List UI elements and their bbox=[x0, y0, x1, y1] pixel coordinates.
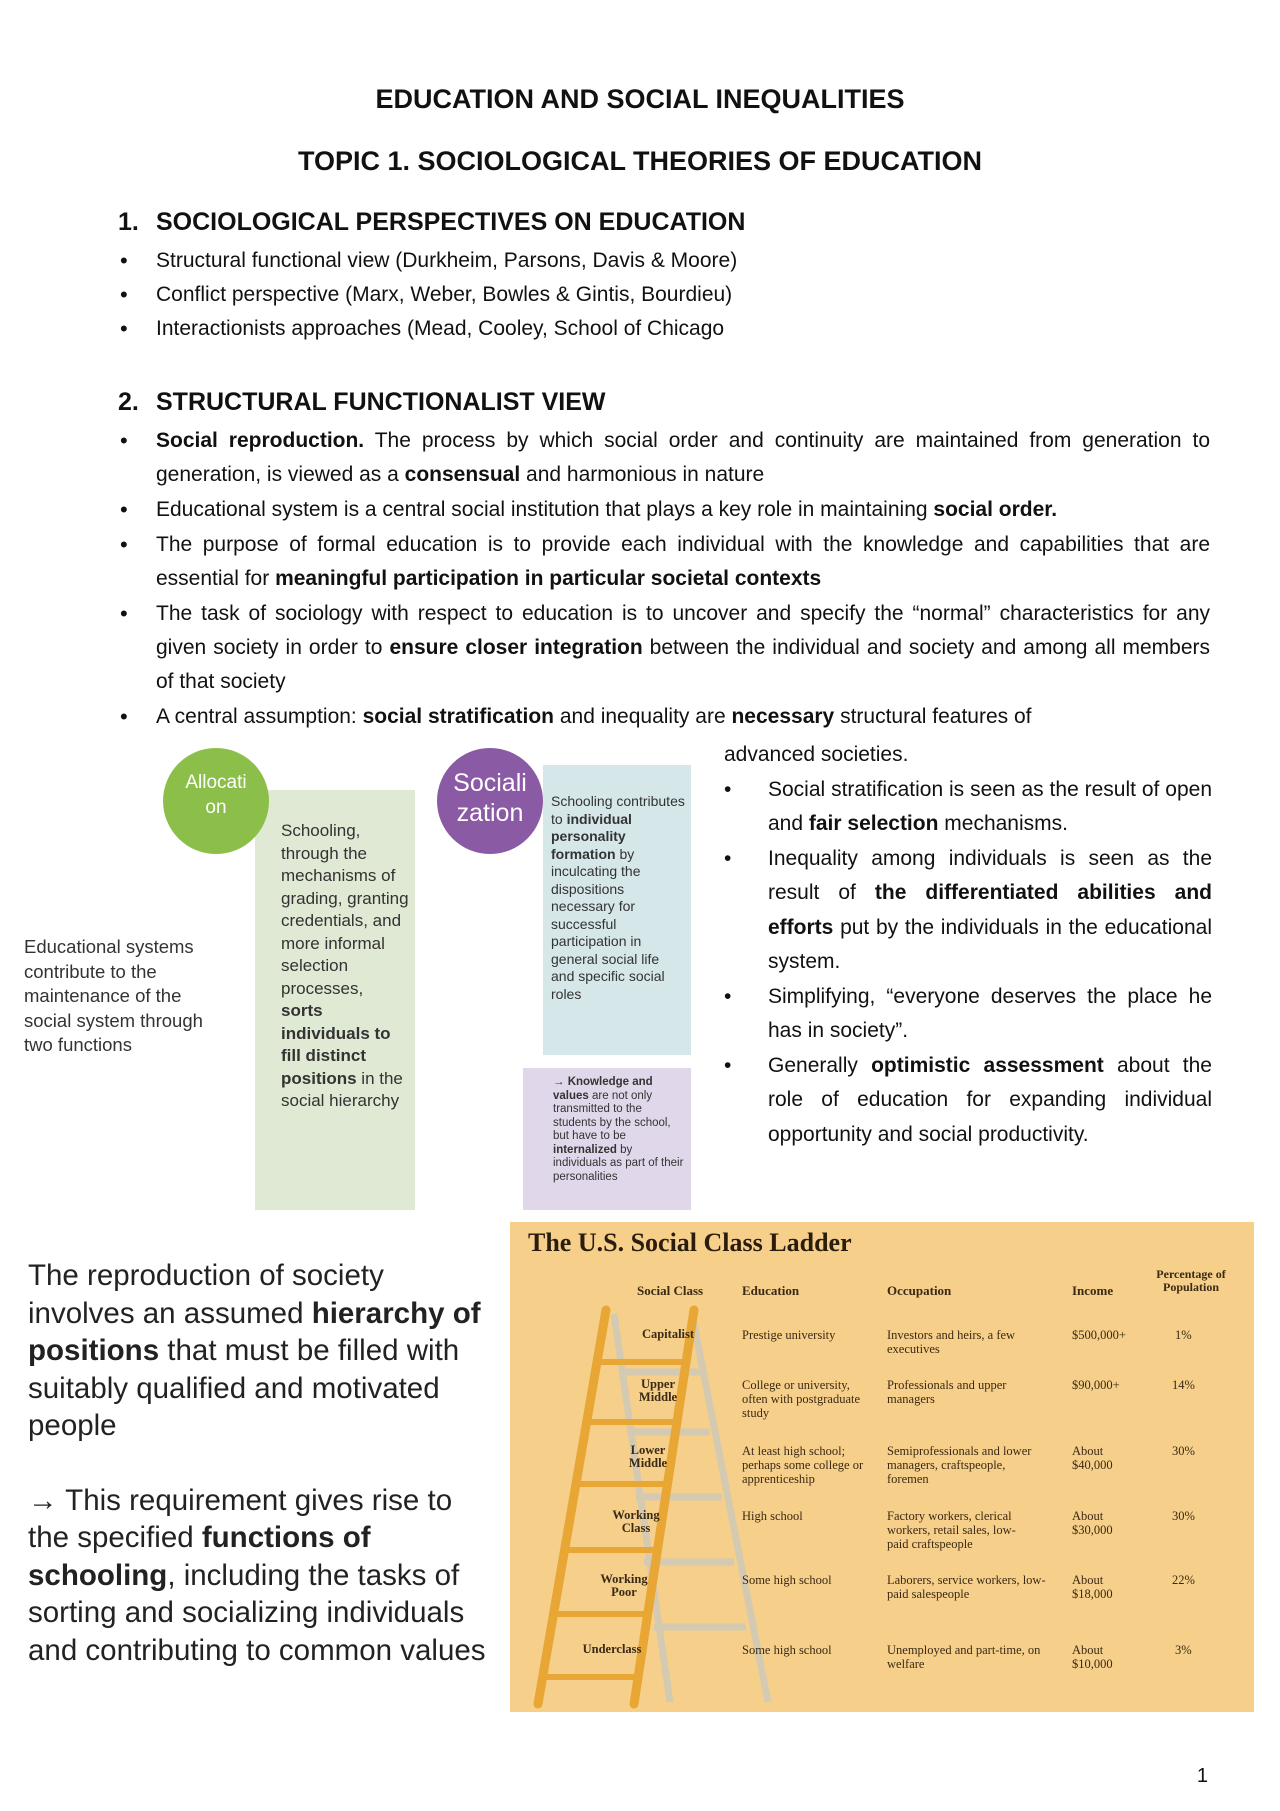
socialization-text bbox=[543, 765, 691, 1003]
table-cell-occupation: Semiprofessionals and lower managers, craftspeople, foremen bbox=[887, 1444, 1032, 1486]
table-cell-occupation: Professionals and upper managers bbox=[887, 1378, 1007, 1406]
page-number: 1 bbox=[1196, 1765, 1208, 1787]
bold-text: consensual bbox=[404, 463, 521, 486]
table-cell-education: At least high school; perhaps some college or apprenticeship bbox=[742, 1444, 864, 1486]
topic-title: TOPIC 1. SOCIOLOGICAL THEORIES OF EDUCATION bbox=[297, 146, 983, 176]
column-header: Occupation bbox=[887, 1283, 952, 1298]
list-item: • Interactionists approaches (Mead, Cooley, School of Chicago bbox=[120, 312, 1210, 346]
text: about the role of education for expanding individual opportunity and social productivity. bbox=[768, 1053, 1212, 1146]
section-2-heading-text: STRUCTURAL FUNCTIONALIST VIEW bbox=[156, 388, 606, 416]
allocation-circle bbox=[163, 748, 269, 854]
socialization-panel bbox=[543, 765, 691, 1055]
text: mechanisms. bbox=[938, 812, 1068, 835]
right-column-text bbox=[724, 738, 1212, 1152]
socialization-label-1: Sociali bbox=[453, 769, 527, 797]
allocation-label-2: on bbox=[205, 797, 227, 818]
text: by inculcating the dispositions necessary for successful participation in general social life and specific social roles bbox=[551, 845, 665, 1002]
text: and harmonious in nature bbox=[520, 463, 765, 486]
bold-text: internalized bbox=[553, 1143, 617, 1156]
document-title: EDUCATION AND SOCIAL INEQUALITIES bbox=[375, 84, 905, 114]
table-cell-occupation: Unemployed and part-time, on welfare bbox=[887, 1643, 1041, 1671]
list-item bbox=[120, 528, 1210, 596]
table-cell-class: Lower Middle bbox=[628, 1443, 668, 1470]
section-1-heading-text: SOCIOLOGICAL PERSPECTIVES ON EDUCATION bbox=[156, 208, 746, 236]
internalization-text bbox=[523, 1068, 691, 1184]
socialization-label-2: zation bbox=[456, 799, 524, 827]
text: in the social hierarchy bbox=[281, 1068, 403, 1110]
column-header: Education bbox=[742, 1283, 800, 1298]
table-cell-percentage: 14% bbox=[1172, 1378, 1195, 1392]
text: A central assumption: bbox=[156, 705, 363, 728]
section-1-list bbox=[120, 244, 1210, 346]
text: Inequality among individuals is seen as the result of bbox=[768, 846, 1212, 904]
column-header: Percentage of Population bbox=[1156, 1267, 1226, 1294]
bold-text: necessary bbox=[731, 705, 835, 728]
text: The task of sociology with respect to education is to uncover and specify the “normal” characteristics for any given society in order to bbox=[156, 602, 1210, 659]
list-item bbox=[120, 597, 1210, 699]
list-item bbox=[724, 773, 1212, 842]
table-cell-income: $500,000+ bbox=[1072, 1328, 1126, 1342]
column-header: Income bbox=[1072, 1283, 1114, 1298]
text: between the individual and society and among all members of that society bbox=[156, 636, 1211, 693]
list-item: • Conflict perspective (Marx, Weber, Bowles & Gintis, Bourdieu) bbox=[120, 278, 1210, 312]
bold-text: Social reproduction. bbox=[156, 429, 365, 452]
bold-text: Knowledge and values bbox=[553, 1076, 653, 1102]
table-cell-income: About $40,000 bbox=[1072, 1444, 1113, 1472]
section-1-heading bbox=[118, 208, 745, 237]
table-cell-education: High school bbox=[742, 1509, 803, 1523]
bold-text: hierarchy of positions bbox=[28, 1296, 481, 1367]
table-cell-class: Working Class bbox=[612, 1508, 660, 1535]
table-cell-income: $90,000+ bbox=[1072, 1378, 1120, 1392]
bold-text: social stratification bbox=[362, 705, 554, 728]
text: This requirement gives rise to the specified bbox=[28, 1483, 453, 1554]
table-cell-income: About $10,000 bbox=[1072, 1643, 1113, 1671]
text: The process by which social order and continuity are maintained from generation to generation, is viewed as a bbox=[156, 429, 1211, 486]
table-cell-percentage: 30% bbox=[1172, 1444, 1195, 1458]
text: Schooling contributes to bbox=[551, 793, 685, 827]
table-cell-income: About $18,000 bbox=[1072, 1573, 1113, 1601]
text: put by the individuals in the educational system. bbox=[768, 915, 1212, 973]
bold-text: functions of schooling bbox=[28, 1521, 371, 1592]
arrow-icon: → bbox=[28, 1483, 66, 1517]
list-item bbox=[724, 842, 1212, 980]
allocation-label-1: Allocati bbox=[185, 772, 247, 793]
list-item bbox=[120, 424, 1210, 492]
table-cell-percentage: 30% bbox=[1172, 1509, 1195, 1523]
section-2-number: 2. bbox=[118, 388, 139, 416]
table-cell-education: College or university, often with postgraduate study bbox=[742, 1378, 861, 1420]
table-cell-income: About $30,000 bbox=[1072, 1509, 1113, 1537]
bold-text: individual personality formation bbox=[551, 810, 632, 862]
bold-text: the differentiated abilities and efforts bbox=[768, 881, 1212, 939]
section-2-heading bbox=[118, 388, 606, 417]
bold-text: fair selection bbox=[808, 812, 939, 835]
text: The purpose of formal education is to provide each individual with the knowledge and capabilities that are essential for bbox=[156, 533, 1210, 590]
table-cell-class: Capitalist bbox=[641, 1327, 695, 1341]
text: by individuals as part of their personalities bbox=[553, 1143, 684, 1183]
bold-text: optimistic assessment bbox=[871, 1053, 1104, 1077]
text: that must be filled with suitably qualified and motivated people bbox=[28, 1334, 460, 1442]
table-cell-occupation: Investors and heirs, a few executives bbox=[887, 1328, 1016, 1356]
text: Generally bbox=[768, 1053, 872, 1077]
allocation-panel bbox=[255, 790, 415, 1210]
arrow-icon: → bbox=[553, 1076, 568, 1088]
list-item bbox=[120, 493, 1210, 527]
internalization-panel bbox=[523, 1068, 691, 1210]
paragraph bbox=[28, 1257, 498, 1445]
text: Educational system is a central social institution that plays a key role in maintaining bbox=[156, 498, 934, 521]
table-cell-class: Upper Middle bbox=[638, 1377, 678, 1404]
text: and inequality are bbox=[554, 705, 732, 728]
section-1-number: 1. bbox=[118, 208, 139, 236]
text: Schooling, through the mechanisms of grading, granting credentials, and more informal selection processes, bbox=[281, 821, 409, 998]
table-cell-class: Working Poor bbox=[600, 1572, 648, 1599]
text: structural features of bbox=[834, 705, 1032, 728]
text: , including the tasks of sorting and socializing individuals and contributing to common values bbox=[28, 1558, 486, 1667]
socialization-circle bbox=[437, 748, 543, 854]
table-cell-percentage: 22% bbox=[1172, 1573, 1195, 1587]
section-2-list bbox=[120, 424, 1210, 735]
bold-text: meaningful participation in particular societal contexts bbox=[275, 567, 822, 590]
text: The reproduction of society involves an assumed bbox=[28, 1259, 384, 1330]
list-item: • Structural functional view (Durkheim, Parsons, Davis & Moore) bbox=[120, 244, 1210, 278]
text: Social stratification is seen as the result of open and bbox=[768, 777, 1212, 835]
figure-side-text: Educational systems contribute to the maintenance of the social system through two functions bbox=[24, 936, 203, 1055]
column-header: Social Class bbox=[637, 1283, 704, 1298]
paragraph bbox=[28, 1482, 498, 1670]
table-cell-percentage: 3% bbox=[1175, 1643, 1192, 1657]
table-cell-occupation: Factory workers, clerical workers, retail sales, low-paid craftspeople bbox=[887, 1509, 1016, 1551]
list-item: • Simplifying, “everyone deserves the place he has in society”. bbox=[724, 980, 1212, 1049]
bold-text: sorts individuals to fill distinct positions bbox=[281, 1001, 391, 1088]
table-cell-education: Prestige university bbox=[742, 1328, 836, 1342]
class-ladder-title: The U.S. Social Class Ladder bbox=[528, 1228, 852, 1257]
continuation-text: advanced societies. bbox=[724, 743, 909, 766]
allocation-text bbox=[255, 790, 415, 1113]
table-cell-education: Some high school bbox=[742, 1573, 832, 1587]
table-cell-percentage: 1% bbox=[1175, 1328, 1192, 1342]
list-item bbox=[724, 1049, 1212, 1153]
bottom-text bbox=[28, 1257, 498, 1706]
bold-text: ensure closer integration bbox=[389, 636, 643, 659]
text: are not only transmitted to the students by the school, but have to be bbox=[553, 1089, 671, 1142]
table-cell-occupation: Laborers, service workers, low-paid salespeople bbox=[887, 1573, 1046, 1601]
table-cell-education: Some high school bbox=[742, 1643, 832, 1657]
bold-text: social order. bbox=[933, 498, 1058, 521]
list-item bbox=[120, 700, 1210, 734]
table-cell-class: Underclass bbox=[582, 1642, 642, 1656]
